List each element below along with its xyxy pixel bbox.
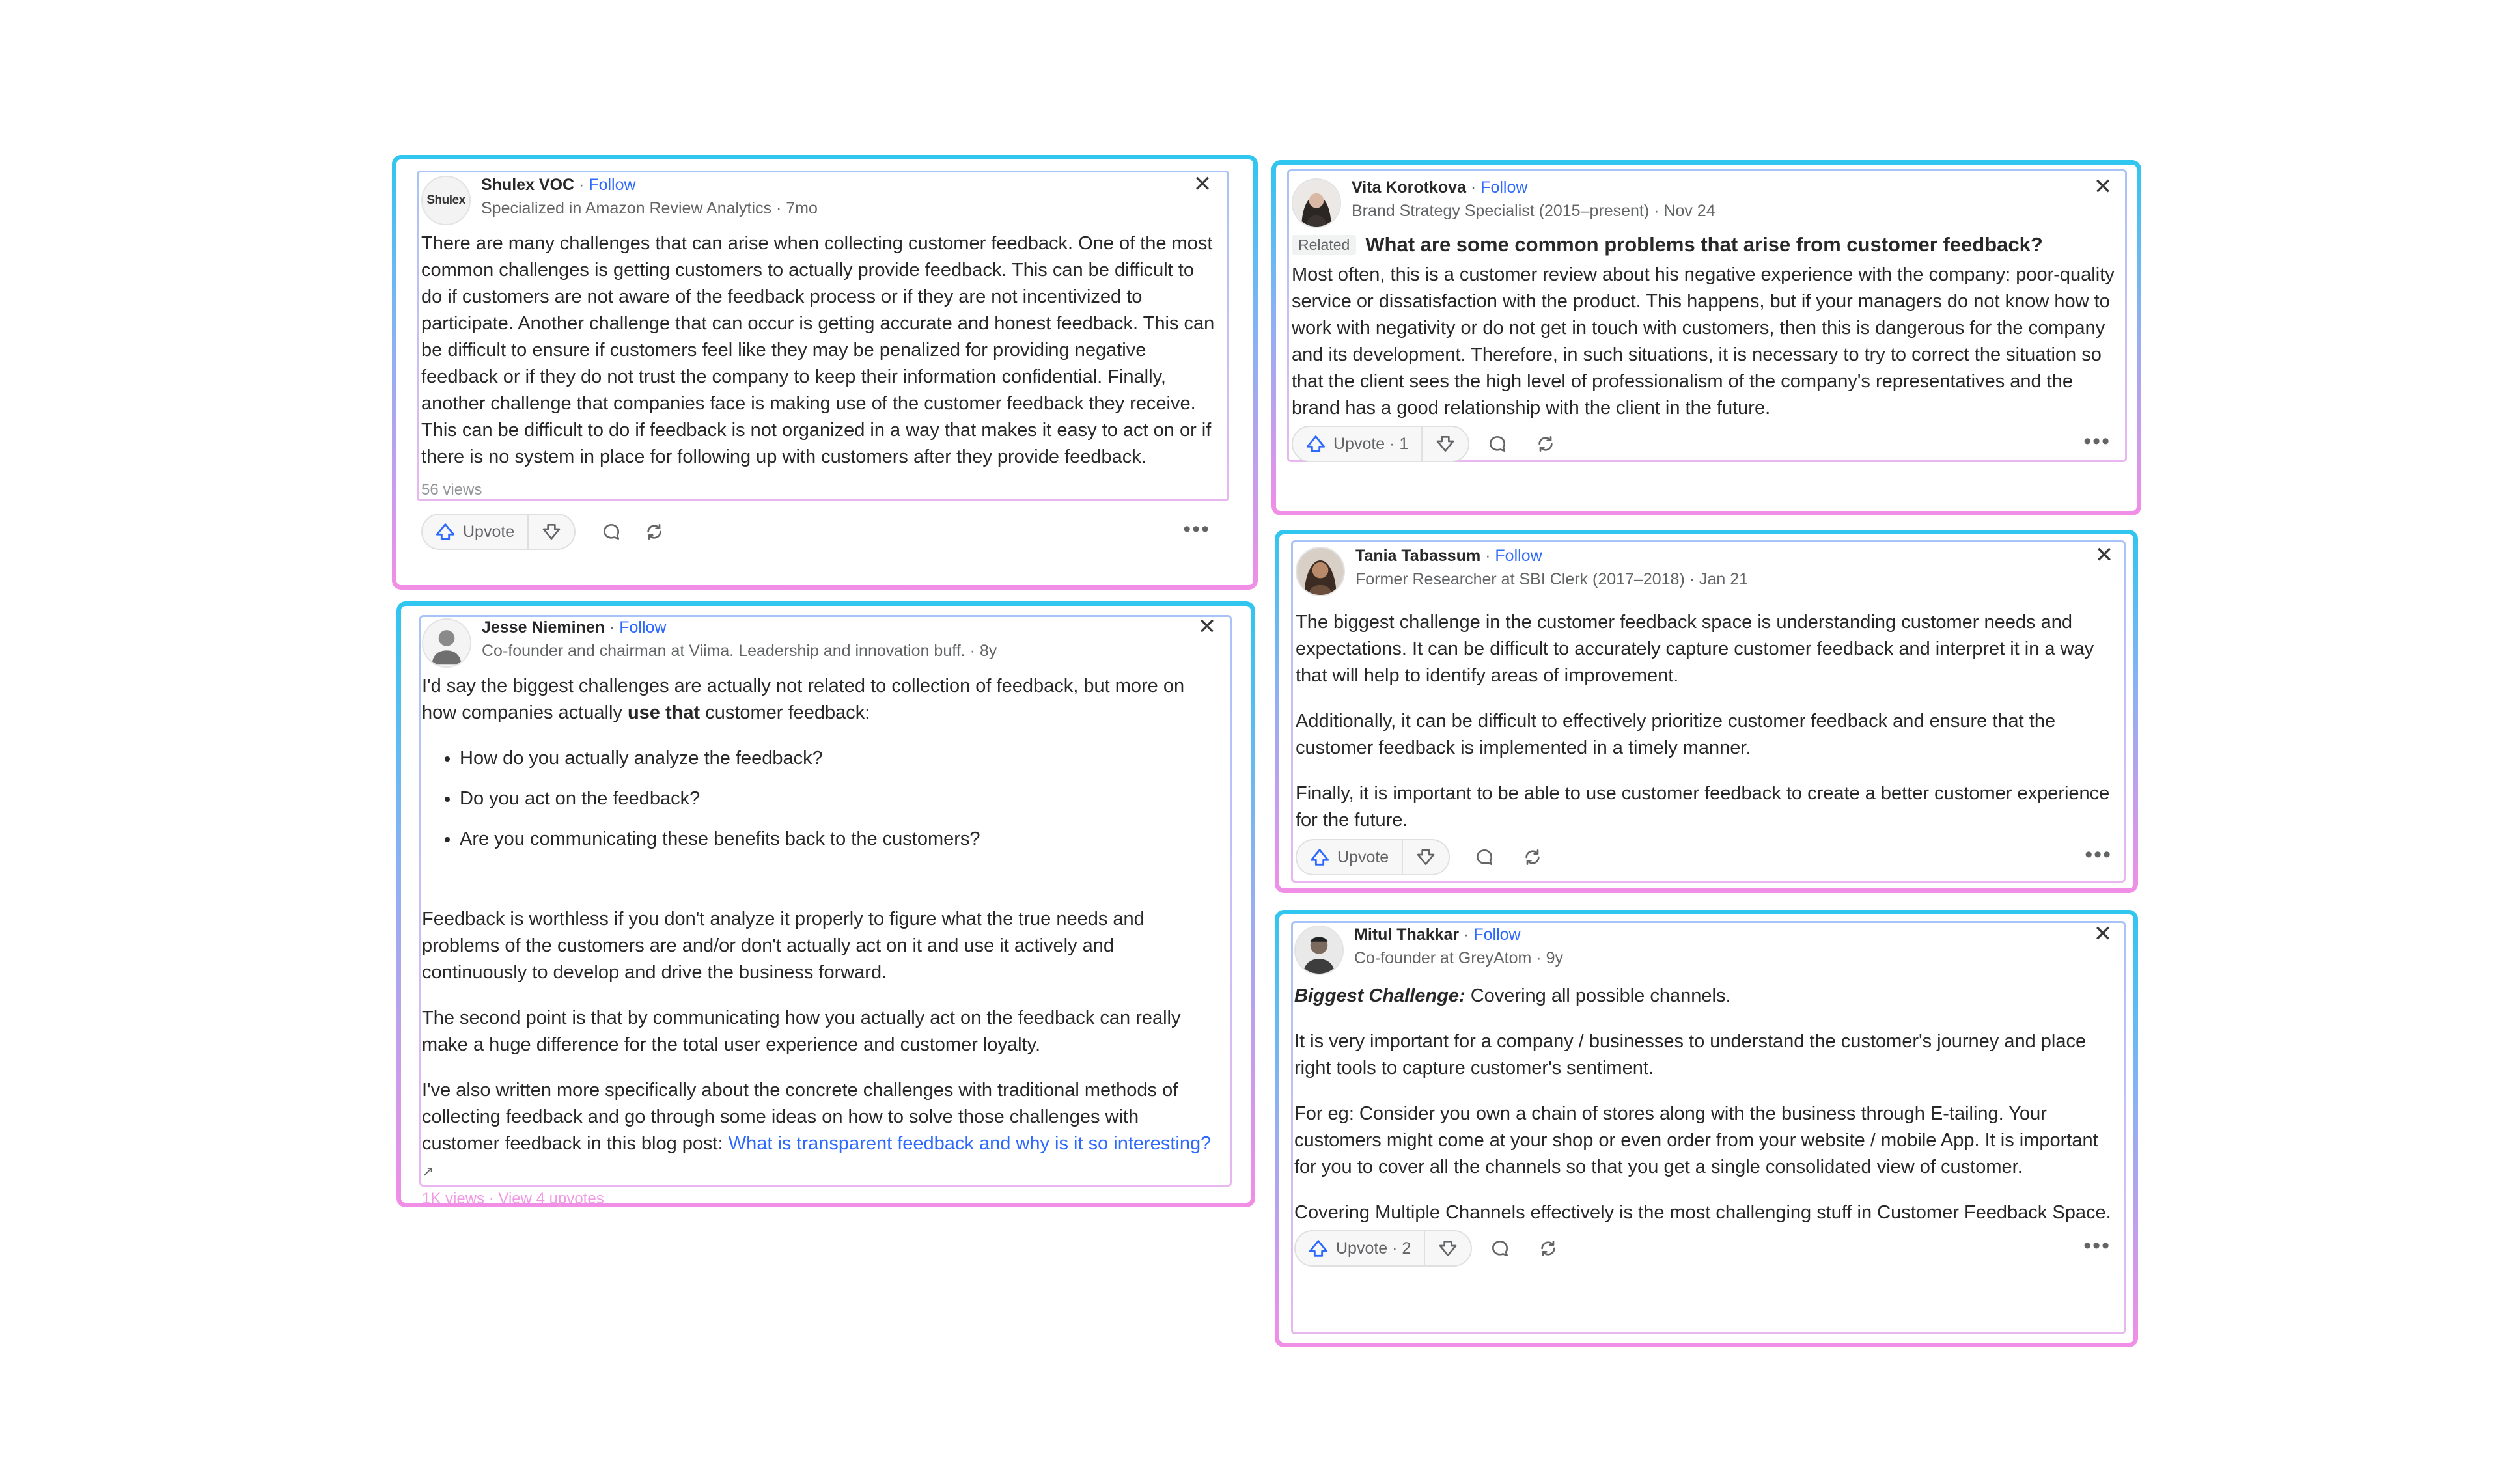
author-row (1354, 923, 1521, 946)
downvote-button[interactable] (529, 515, 574, 549)
vote-group (1292, 426, 1469, 462)
list-item: • Do you act on the feedback? (460, 786, 1221, 812)
follow-button[interactable]: Follow (589, 176, 636, 194)
close-icon[interactable]: ✕ (2094, 543, 2114, 568)
answer-paragraph: There are many challenges that can arise when collecting customer feedback. One of the most common challenges is getting customers to actually provide feedback. This can be difficult to do if customers are not aware of the feedback process or if they are not incentivized to participate. Another challenge that can occur is getting accurate and honest feedback. This can be difficult to ensure if customers feel like they may be penalized for providing negative feedback or if they do not trust the company to keep their information confidential. Finally, another challenge that companies face is making use of the customer feedback they receive. This can be difficult to do if feedback is not organized in a way that makes it easy to act on or if there is no system in place for following up with customers after they provide feedback. (421, 233, 1215, 467)
downvote-button[interactable] (1425, 1231, 1471, 1265)
dot-separator: · (1465, 178, 1481, 197)
avatar[interactable] (421, 176, 471, 225)
downvote-icon (1415, 847, 1436, 868)
author-name[interactable]: Tania Tabassum (1355, 547, 1481, 565)
answer-body (422, 673, 1221, 1185)
author-credential: Co-founder at GreyAtom (1354, 949, 1532, 967)
action-bar (1294, 1230, 2117, 1269)
answer-paragraph: Feedback is worthless if you don't analyze it properly to figure what the true needs and problems of the customers are and/or don't actually act on it and use it actively and continuously to develop and drive the business forward. (422, 909, 1145, 983)
vote-group (1294, 1230, 1472, 1267)
more-icon[interactable]: ••• (2083, 1233, 2111, 1258)
share-button[interactable] (1535, 1235, 1561, 1261)
share-icon (1522, 847, 1543, 868)
card-header (422, 616, 1221, 673)
comment-icon (1487, 433, 1508, 454)
answer-paragraph: Additionally, it can be difficult to effectively prioritize customer feedback and ensure that the customer feedback is implemented in a timely manner. (1296, 711, 2056, 758)
dot-separator: · (771, 199, 786, 217)
avatar[interactable] (1294, 926, 1344, 975)
action-bar (1296, 839, 2118, 878)
post-age[interactable]: 9y (1546, 949, 1563, 967)
upvote-button[interactable] (1297, 840, 1403, 874)
follow-button[interactable]: Follow (1480, 178, 1528, 197)
avatar-portrait (1296, 927, 1342, 974)
paragraph-text: I've also written more specifically about the concrete challenges with traditional methods of collecting feedback and go through some ideas on how to solve those challenges with customer feedback in this blog post: (422, 1080, 1178, 1154)
list-item: • Are you communicating these benefits back to the customers? (460, 826, 1221, 853)
post-age[interactable]: 8y (979, 642, 997, 660)
author-credential-row (481, 197, 818, 220)
more-icon[interactable]: ••• (2083, 429, 2111, 454)
dot-separator: · (1649, 202, 1664, 220)
answer-card-vita (1292, 176, 2117, 465)
upvote-button[interactable] (1296, 1231, 1425, 1265)
answer-body (1292, 262, 2117, 422)
share-icon (644, 521, 665, 542)
dot-separator: · (1459, 926, 1474, 944)
answer-card-mitul (1294, 923, 2117, 1269)
upvote-icon (1309, 846, 1331, 868)
related-question-title[interactable]: What are some common problems that arise from customer feedback? (1365, 233, 2043, 256)
close-icon[interactable]: ✕ (2093, 922, 2113, 946)
author-row (481, 173, 636, 197)
answer-card-tania (1296, 544, 2118, 878)
comment-icon (1474, 847, 1495, 868)
comment-icon (601, 521, 622, 542)
blog-post-link[interactable]: What is transparent feedback and why is it so interesting? (728, 1133, 1212, 1154)
author-credential: Former Researcher at SBI Clerk (2017–2018) (1355, 570, 1685, 588)
author-credential-row (1355, 568, 1748, 591)
answer-card-jesse (422, 616, 1221, 1208)
dot-separator: · (574, 176, 589, 194)
upvote-button[interactable] (1293, 427, 1423, 461)
author-credential-row (482, 639, 997, 663)
related-question (1292, 233, 2117, 256)
share-button[interactable] (1520, 844, 1546, 870)
view-count[interactable]: 56 views (421, 481, 482, 499)
author-row (482, 616, 666, 639)
answer-paragraph (422, 1077, 1221, 1185)
follow-button[interactable]: Follow (1473, 926, 1521, 944)
answer-intro (422, 673, 1221, 726)
avatar[interactable] (1296, 547, 1345, 596)
dot-separator: · (965, 642, 980, 660)
dot-separator: · (1531, 949, 1546, 967)
avatar-portrait (1297, 548, 1344, 595)
external-link-icon: ↗ (422, 1163, 434, 1179)
lead-bold-text: Biggest Challenge: (1294, 985, 1465, 1006)
close-icon[interactable]: ✕ (1193, 172, 1212, 197)
answer-paragraph: Covering Multiple Channels effectively is the most challenging stuff in Customer Feedback Space. (1294, 1202, 2111, 1223)
follow-button[interactable]: Follow (619, 618, 667, 637)
upvote-icon (1305, 433, 1327, 455)
action-bar (1292, 426, 2117, 465)
follow-button[interactable]: Follow (1495, 547, 1542, 565)
author-name[interactable]: Mitul Thakkar (1354, 926, 1460, 944)
author-name[interactable]: Jesse Nieminen (482, 618, 605, 637)
author-credential: Brand Strategy Specialist (2015–present) (1352, 202, 1650, 220)
upvote-label: Upvote (463, 522, 515, 541)
answer-stats[interactable]: 1K views · View 4 upvotes (422, 1190, 604, 1207)
downvote-icon (541, 521, 562, 542)
dot-separator: · (605, 618, 620, 637)
vote-group (421, 514, 576, 550)
answer-body (1296, 609, 2118, 834)
comment-icon (1490, 1238, 1510, 1259)
author-name[interactable]: Shulex VOC (481, 176, 575, 194)
author-credential: Specialized in Amazon Review Analytics (481, 199, 772, 217)
intro-text: I'd say the biggest challenges are actually not related to collection of feedback, but more on how companies actually (422, 676, 1185, 723)
dot-separator: · (1684, 570, 1699, 588)
answer-body (421, 230, 1217, 471)
author-credential-row (1354, 946, 1563, 970)
answer-paragraph: For eg: Consider you own a chain of stores along with the business through E-tailing. Your customers might come at your shop or even order from your website / mobile App. It is important for you to cover all the channels so that you get a single consolidated view of customer. (1294, 1103, 2098, 1177)
downvote-button[interactable] (1403, 840, 1449, 874)
avatar-portrait (423, 620, 470, 666)
lead-text: Covering all possible channels. (1465, 985, 1731, 1006)
post-age[interactable]: Jan 21 (1699, 570, 1749, 588)
close-icon[interactable]: ✕ (1197, 614, 1217, 639)
author-row (1352, 176, 1527, 199)
answer-paragraph: Most often, this is a customer review about his negative experience with the company: poor-quality service or dissatisfaction with the product. This happens, but if your managers do not know how to work with negativity or do not get in touch with customers, then this is dangerous for the company and its development. Therefore, in such situations, it is necessary to try to correct the situation so that the client sees the high level of professionalism of the company's representatives and the brand has a good relationship with the client in the future. (1292, 264, 2115, 419)
card-header (1296, 544, 2118, 601)
answer-paragraph: Finally, it is important to be able to use customer feedback to create a better customer experience for the future. (1296, 783, 2110, 831)
related-badge: Related (1292, 235, 1356, 255)
share-button[interactable] (641, 519, 667, 545)
card-header (1292, 176, 2117, 233)
upvote-button[interactable] (423, 515, 529, 549)
list-item: • How do you actually analyze the feedback? (460, 745, 1221, 772)
post-age[interactable]: 7mo (786, 199, 818, 217)
upvote-label: Upvote · 2 (1336, 1239, 1411, 1257)
upvote-label: Upvote · 1 (1333, 434, 1409, 453)
bullet-list (422, 745, 1221, 853)
answer-paragraph: The biggest challenge in the customer feedback space is understanding customer needs and expectations. It can be difficult to accurately capture customer feedback and interpret it in a way that will help to identify areas of improvement. (1296, 612, 2094, 686)
intro-bold-text: use that (627, 702, 701, 723)
card-header (421, 173, 1217, 230)
answer-body (1294, 983, 2117, 1226)
upvote-label: Upvote (1337, 847, 1389, 866)
comment-button[interactable] (1484, 431, 1510, 457)
downvote-button[interactable] (1423, 427, 1468, 461)
share-icon (1535, 433, 1556, 454)
share-icon (1538, 1238, 1559, 1259)
avatar-portrait (1293, 180, 1340, 227)
comment-button[interactable] (598, 519, 624, 545)
answer-card-shulex (421, 173, 1217, 553)
intro-text-end: customer feedback: (700, 702, 870, 723)
action-bar (421, 514, 1217, 553)
author-credential-row (1352, 199, 1715, 223)
post-age[interactable]: Nov 24 (1663, 202, 1715, 220)
dot-separator: · (1480, 547, 1495, 565)
comment-button[interactable] (1471, 844, 1497, 870)
card-header (1294, 923, 2117, 980)
close-icon[interactable]: ✕ (2093, 174, 2113, 199)
upvote-icon (434, 521, 456, 543)
answer-paragraph: The second point is that by communicating how you actually act on the feedback can really make a huge difference for the total user experience and customer loyalty. (422, 1008, 1181, 1055)
downvote-icon (1438, 1238, 1458, 1259)
comment-button[interactable] (1487, 1235, 1513, 1261)
author-credential: Co-founder and chairman at Viima. Leadership and innovation buff. (482, 642, 965, 660)
vote-group (1296, 839, 1450, 875)
avatar-logo-text: Shulex (426, 193, 465, 207)
author-name[interactable]: Vita Korotkova (1352, 178, 1466, 197)
avatar[interactable] (1292, 178, 1341, 228)
author-row (1355, 544, 1542, 568)
more-icon[interactable]: ••• (1183, 517, 1210, 542)
upvote-icon (1307, 1237, 1329, 1259)
answer-lead (1294, 983, 2117, 1010)
downvote-icon (1435, 433, 1456, 454)
more-icon[interactable]: ••• (2085, 842, 2112, 867)
answer-paragraph: It is very important for a company / businesses to understand the customer's journey and place right tools to capture customer's sentiment. (1294, 1031, 2087, 1079)
avatar[interactable] (422, 618, 471, 668)
share-button[interactable] (1533, 431, 1559, 457)
